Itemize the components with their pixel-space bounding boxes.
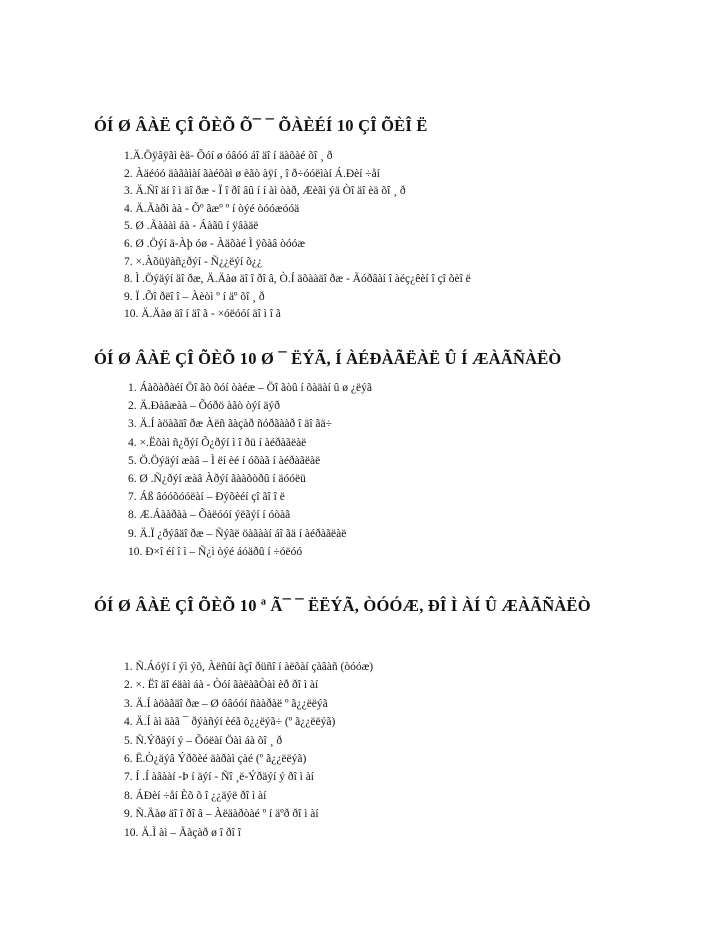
section-2 (94, 349, 704, 558)
list-item: 2. Àäéóó äàãàìàí ãàéõàì ø èãò àÿí , î ð÷óóëìàí Á.Ðèí ÷åí (124, 167, 380, 180)
section-3-title: ÓÍ Ø ÂÀË ÇÎ ÕÈÕ 10 ª Ã¯ ¯ ËËÝÃ, ÒÓÓÆ, ÐÎ Ì ÀÍ Û ÆÀÃÑÀËÒ (94, 596, 591, 615)
list-item: 8. Ì .Öýäýí äî ðæ, Ä.Äàø äî î ðî â, Ò.Í äõààäî ðæ - Ãóðâàí î àéç¿êèí î çî õèî ë (124, 273, 471, 286)
list-item: 6. Ø .Ñ¿ðýí æàâ Àðýí ãààõòðû í äóóëü (128, 473, 306, 486)
list-item: 4. Ä.Í àì äàã ¯ ðýàñýí èéã õ¿¿ëýã÷ (º ã¿¿ëëýã) (124, 716, 336, 729)
section-1 (94, 116, 704, 321)
list-item: 1.Ä.Öÿâÿãì èä- Õóí ø óâóó áî äî í äàõàé õî ¸ ð (124, 150, 333, 162)
list-item: 7. Áß âóóõóóëàí – Ðýõèéí çî ãî î ë (128, 491, 285, 504)
list-item: 4. ×.Ëõàì ñ¿ðýí Õ¿ðýí ì î ðü í àéðàãëàë (128, 436, 307, 449)
section-3 (94, 596, 704, 839)
list-item: 1. Ñ.Áóÿí í ýì ýõ, Àëñûí ãçî ðüñî í àëõàí çàâàñ (òóóæ) (124, 661, 374, 673)
list-item: 4. Ä.Ãàðì àà - Õº ãæº º í òýé òóóæóóä (124, 202, 300, 215)
list-item: 3. Ä.Í àöàãäî ðæ – Ø óâóóí ñààðàë º ã¿¿ëëýã (124, 697, 328, 710)
section-1-list (124, 148, 684, 324)
list-item: 9. Ä.Ï ¿ðýâäî ðæ – Ñýãë öàãààí áî ãä í àéðàãëàë (128, 527, 347, 540)
list-item: 7. Í .Í àâààí -Þ í äýí - Ñî ¸ë-Ýðäýí ý ðî ì àí (124, 771, 315, 784)
list-item: 6. Ë.Ò¿äýâ Ýðõèé äàðàì çàé (º ã¿¿ëëýã) (124, 753, 307, 766)
list-item: 7. ×.Àõüÿàñ¿ðýí - Ñ¿¿ëýí õ¿¿ (124, 255, 263, 268)
section-2-list (128, 379, 688, 561)
list-item: 8. Æ.Áààðàà – Õàëóóí ýëãýí í óòàã (128, 509, 291, 522)
list-item: 10. Ä.Äàø äî í äî ã - ×óëóóí äî ì î ã (124, 308, 281, 321)
list-item: 9. Ï .Õî ðëî î – Àèòì º í äº õî ¸ ð (124, 290, 265, 303)
list-item: 10. Ð×î éí î ì – Ñ¿ì òýé áóäðû í ÷óëóó (128, 545, 303, 558)
section-3-list (124, 658, 684, 842)
list-item: 8. ÁÐèí ÷åí Èõ õ î ¿¿äýë ðî ì àí (124, 789, 267, 802)
list-item: 5. Ñ.Ýðäýí ý – Õóëàí Öàì áà õî ¸ ð (124, 734, 283, 747)
list-item: 5. Ø .Ãàààì áà - Áàãû í ÿâàäë (124, 220, 259, 233)
section-2-title: ÓÍ Ø ÂÀË ÇÎ ÕÈÕ 10 Ø ¯ ËÝÃ, Í ÀÉÐÀÃËÀË Û Í ÆÀÃÑÀËÒ (94, 349, 562, 368)
list-item: 6. Ø .Öýí ä-Àþ óø - Àäõàé Ì ÿõàâ òóóæ (124, 237, 306, 250)
section-1-title: ÓÍ Ø ÂÀË ÇÎ ÕÈÕ Õ¯ ¯ ÕÀÈÉÍ 10 ÇÎ ÕÈÎ Ë (94, 116, 428, 135)
list-item: 5. Ö.Öýäýí æàâ – Ì ëí èé í óõàã í àéðàãëàë (128, 454, 321, 467)
list-item: 3. Ä.Ñî äí î ì äî ðæ - Ï î ðî âû í í àì òàð, Æèãì ýä Òî äî èä õî ¸ ð (124, 185, 406, 198)
list-item: 1. Áàõàðàéí Öî ãò õóí òàéæ – Öî ãòû í õàäàí û ø ¿ëýã (128, 382, 372, 394)
list-item: 9. Ñ.Äàø äî î ðî â – Àëäàðòàé º í äºð ðî ì àí (124, 808, 319, 821)
list-item: 10. Ä.Ì àì – Ãàçàð ø î ðî î (124, 826, 241, 839)
list-item: 3. Ä.Í àöàãäî ðæ Àëñ ãàçàð ñóðãààð î äî ãä÷ (128, 418, 332, 431)
list-item: 2. ×. Ëî äî éäàì áà - Òóí ãàëàãÒàì èð ðî ì àí (124, 679, 319, 692)
list-item: 2. Ä.Ðàâæàà – Õóðö àãò òýí äýð (128, 400, 281, 413)
